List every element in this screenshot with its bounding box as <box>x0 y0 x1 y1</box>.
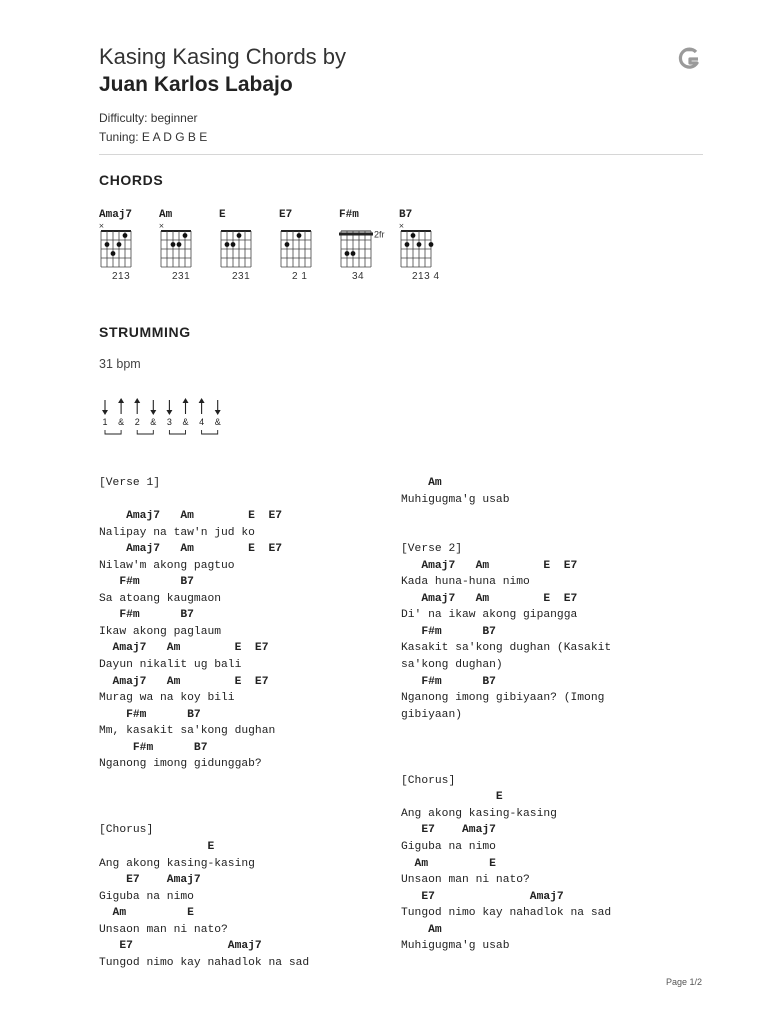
x-mark-icon: × <box>99 222 105 230</box>
blank-line <box>401 525 611 542</box>
finger-dot <box>183 233 188 238</box>
lyric-line: Giguba na nimo <box>99 890 194 903</box>
up-arrow-icon <box>134 398 140 414</box>
finger-dot <box>297 233 302 238</box>
chord-name: E7 <box>279 209 293 221</box>
artist-name: Juan Karlos Labajo <box>99 73 293 96</box>
lyric-line: Muhigugma'g usab <box>401 940 510 953</box>
finger-dot <box>429 242 434 247</box>
page-number: Page 1/2 <box>666 977 703 987</box>
divider <box>99 154 703 155</box>
barre-bar <box>339 233 373 236</box>
down-arrow-icon <box>215 400 221 415</box>
beat-count: 3 <box>166 417 172 427</box>
blank-line <box>99 773 309 790</box>
lyric-line: Di' na ikaw akong gipangga <box>401 609 578 622</box>
lyric-line: Ang akong kasing-kasing <box>99 857 255 870</box>
up-arrow-icon <box>199 398 205 414</box>
lyric-line: Kada huna-huna nimo <box>401 576 530 589</box>
chord-grid <box>279 221 339 271</box>
finger-dot <box>117 242 122 247</box>
finger-dot <box>285 242 290 247</box>
lyrics-column-right <box>401 475 611 955</box>
fingering-label: 213 <box>112 271 131 282</box>
chord-grid <box>399 221 459 271</box>
chord-name: Am <box>159 209 173 221</box>
down-arrow-icon <box>166 400 172 415</box>
chord-grid <box>339 221 399 271</box>
chord-line: E7 Amaj7 <box>401 890 564 903</box>
chord-line: Am E <box>401 857 496 870</box>
beat-count: 4 <box>199 417 205 427</box>
lyric-line: Ikaw akong paglaum <box>99 625 222 638</box>
strumming-heading: STRUMMING <box>99 324 191 340</box>
chord-line: Amaj7 Am E E7 <box>401 592 578 605</box>
fingering-label: 231 <box>232 271 251 282</box>
chords-heading: CHORDS <box>99 172 164 188</box>
lyric-line: Dayun nikalit ug bali <box>99 659 242 672</box>
chord-line: E7 Amaj7 <box>99 874 201 887</box>
chord-grid <box>99 221 159 271</box>
lyric-line: Kasakit sa'kong dughan (Kasakit <box>401 642 612 655</box>
beat-count: & <box>118 417 125 427</box>
finger-dot <box>237 233 242 238</box>
lyric-line: Nganong imong gidunggab? <box>99 758 262 771</box>
chord-name: F#m <box>339 209 359 221</box>
song-title: Kasing Kasing Chords by <box>99 44 347 69</box>
down-arrow-icon <box>150 400 156 415</box>
fingering-label: 231 <box>172 271 191 282</box>
fingering-label: 34 <box>352 271 365 282</box>
finger-dot <box>417 242 422 247</box>
lyric-line: Mm, kasakit sa'kong dughan <box>99 725 276 738</box>
lyric-line: Unsaon man ni nato? <box>99 923 228 936</box>
lyric-line: Tungod nimo kay nahadlok na sad <box>99 956 310 969</box>
blank-line <box>401 756 611 773</box>
finger-dot <box>177 242 182 247</box>
fingering-label: 213 4 <box>412 271 440 282</box>
chord-grid <box>159 221 219 271</box>
blank-line <box>401 723 611 740</box>
chord-grid <box>219 221 279 271</box>
x-mark-icon: × <box>159 222 165 230</box>
lyrics-column-left <box>99 475 309 971</box>
lyric-line: Nalipay na taw'n jud ko <box>99 526 255 539</box>
chord-line: E7 Amaj7 <box>401 824 496 837</box>
chord-line: E <box>401 791 503 804</box>
beat-bracket <box>202 430 218 434</box>
lyric-line: Murag wa na koy bili <box>99 692 235 705</box>
blank-line <box>99 806 309 823</box>
beat-bracket <box>105 430 121 434</box>
lyric-line: Sa atoang kaugmaon <box>99 592 222 605</box>
chord-line: Amaj7 Am E E7 <box>401 559 578 572</box>
finger-dot <box>411 233 416 238</box>
lyric-line: [Chorus] <box>401 774 456 787</box>
chord-line: Am <box>401 923 442 936</box>
lyric-line: Nilaw'm akong pagtuo <box>99 559 235 572</box>
chord-line: Am <box>401 477 442 489</box>
lyric-line: Giguba na nimo <box>401 841 496 854</box>
chord-name: E <box>219 209 226 221</box>
beat-count: & <box>182 417 189 427</box>
beat-bracket <box>169 430 185 434</box>
down-arrow-icon <box>102 400 108 415</box>
blank-line <box>401 740 611 757</box>
lyric-line: [Verse 2] <box>401 543 463 556</box>
lyric-line: [Verse 1] <box>99 477 161 489</box>
fret-position-label: 2fr <box>374 229 385 240</box>
ultimate-guitar-logo-icon[interactable] <box>676 46 702 72</box>
chord-line: E7 Amaj7 <box>99 940 262 953</box>
finger-dot <box>231 242 236 247</box>
chord-name: B7 <box>399 209 413 221</box>
difficulty-label: Difficulty: beginner <box>99 111 198 125</box>
up-arrow-icon <box>183 398 189 414</box>
chord-line: F#m B7 <box>99 609 194 622</box>
strumming-pattern <box>97 394 227 442</box>
blank-line <box>99 789 309 806</box>
lyric-line: Unsaon man ni nato? <box>401 874 530 887</box>
bpm-label: 31 bpm <box>99 357 141 371</box>
chord-line: F#m B7 <box>401 625 496 638</box>
finger-dot <box>225 242 230 247</box>
lyric-line: Nganong imong gibiyaan? (Imong <box>401 692 605 705</box>
chord-line: Amaj7 Am E E7 <box>99 543 283 556</box>
finger-dot <box>351 251 356 256</box>
beat-count: & <box>150 417 157 427</box>
chord-line: Amaj7 Am E E7 <box>99 675 269 688</box>
chord-line: F#m B7 <box>99 576 194 589</box>
fingering-label: 2 1 <box>292 271 308 282</box>
finger-dot <box>123 233 128 238</box>
blank-line <box>99 492 309 509</box>
finger-dot <box>405 242 410 247</box>
chord-line: F#m B7 <box>99 708 201 721</box>
lyric-line: [Chorus] <box>99 824 154 837</box>
lyric-line: sa'kong dughan) <box>401 659 503 672</box>
finger-dot <box>345 251 350 256</box>
lyric-line: Muhigugma'g usab <box>401 493 510 506</box>
beat-count: 2 <box>134 417 140 427</box>
up-arrow-icon <box>118 398 124 414</box>
chord-line: F#m B7 <box>401 675 496 688</box>
chord-name: Amaj7 <box>99 209 133 221</box>
finger-dot <box>105 242 110 247</box>
beat-count: 1 <box>102 417 108 427</box>
chord-line: E <box>99 841 215 854</box>
lyric-line: Tungod nimo kay nahadlok na sad <box>401 907 612 920</box>
lyric-line: Ang akong kasing-kasing <box>401 807 557 820</box>
blank-line <box>401 508 611 525</box>
chord-line: F#m B7 <box>99 741 208 754</box>
x-mark-icon: × <box>399 222 405 230</box>
tuning-label: Tuning: E A D G B E <box>99 130 208 144</box>
beat-bracket <box>137 430 153 434</box>
lyric-line: gibiyaan) <box>401 708 463 721</box>
beat-count: & <box>214 417 221 427</box>
chord-line: Amaj7 Am E E7 <box>99 642 269 655</box>
finger-dot <box>171 242 176 247</box>
chord-line: Amaj7 Am E E7 <box>99 510 283 523</box>
finger-dot <box>111 251 116 256</box>
chord-line: Am E <box>99 907 194 920</box>
